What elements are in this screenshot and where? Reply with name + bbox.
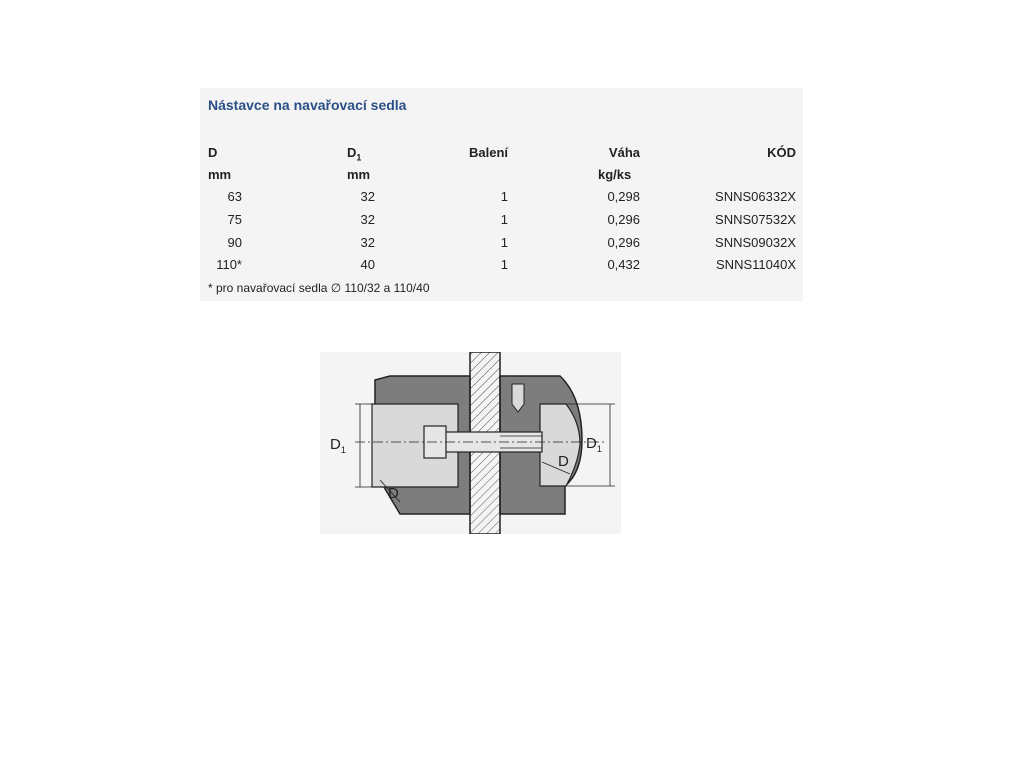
right-d-label: D [558, 453, 569, 470]
row-4-baleni: 1 [500, 257, 508, 272]
row-3-d: 90 [227, 235, 242, 250]
row-1-kod: SNNS06332X [715, 189, 796, 204]
header-vaha: Váha [608, 145, 640, 160]
unit-d1: mm [347, 167, 371, 182]
row-1-baleni: 1 [500, 189, 508, 204]
row-2-kod: SNNS07532X [715, 212, 796, 227]
header-d1-sub: 1 [356, 152, 362, 163]
header-d1-main: D [347, 145, 357, 160]
row-4-kod: SNNS11040X [716, 257, 796, 272]
unit-vaha: kg/ks [598, 167, 632, 182]
header-baleni: Balení [468, 145, 508, 160]
left-d-label: D [388, 485, 399, 502]
row-1-vaha: 0,298 [607, 189, 640, 204]
row-4-d1: 40 [360, 257, 375, 272]
technical-drawing [320, 352, 621, 534]
header-d: D [208, 145, 218, 160]
row-3-vaha: 0,296 [607, 235, 640, 250]
left-d1-label: $D_1$ [330, 436, 346, 455]
row-4-d: 110* [216, 257, 242, 272]
row-3-d1: 32 [360, 235, 375, 250]
row-1-d1: 32 [360, 189, 375, 204]
table-title: Nástavce na navařovací sedla [208, 97, 407, 113]
row-2-d: 75 [227, 212, 242, 227]
row-3-kod: SNNS09032X [715, 235, 796, 250]
row-2-baleni: 1 [500, 212, 508, 227]
header-kod: KÓD [767, 145, 796, 160]
product-table-panel [200, 88, 803, 301]
header-d1 [347, 145, 361, 163]
row-3-baleni: 1 [500, 235, 508, 250]
table-footnote: * pro navařovací sedla ∅ 110/32 a 110/40 [208, 281, 430, 295]
row-2-d1: 32 [360, 212, 375, 227]
right-d1-label: $D_1$ [586, 435, 602, 454]
row-4-vaha: 0,432 [607, 257, 640, 272]
row-2-vaha: 0,296 [607, 212, 640, 227]
unit-d: mm [208, 167, 232, 182]
row-1-d: 63 [227, 189, 242, 204]
